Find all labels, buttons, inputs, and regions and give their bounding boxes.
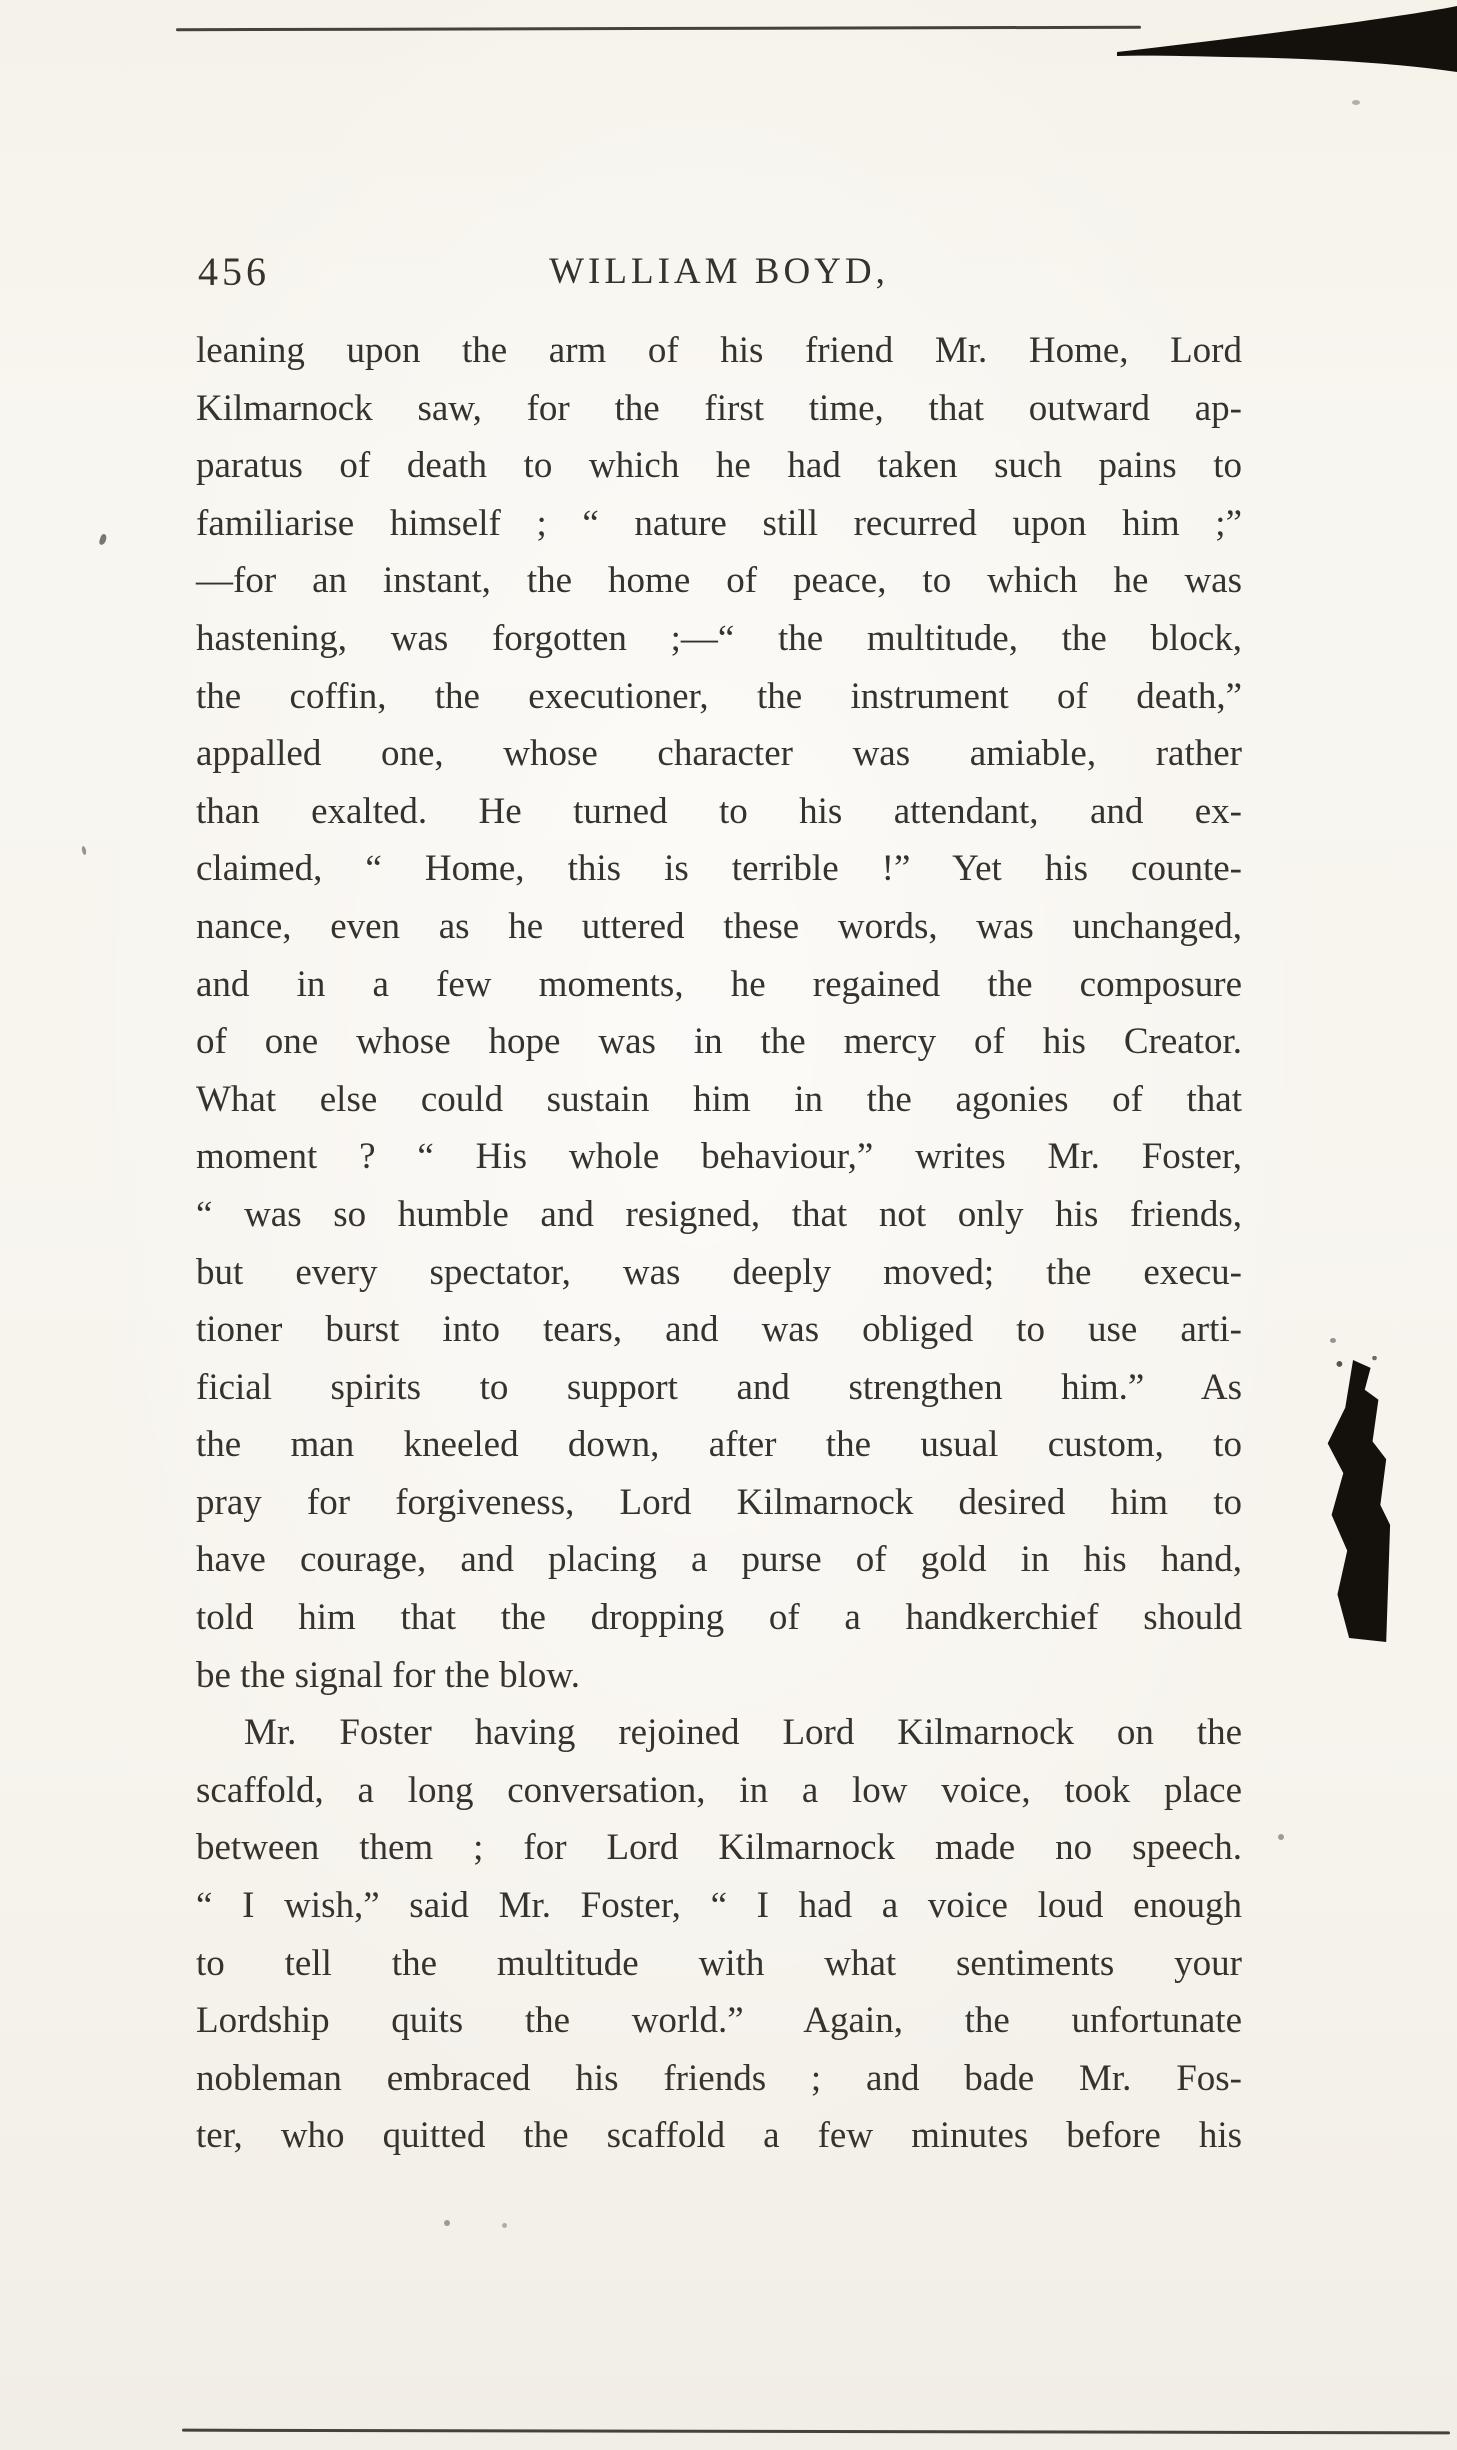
text-line: to tell the multitude with what sentiments your [196,1942,1242,1984]
text-line: have courage, and placing a purse of gold in his hand, [196,1539,1242,1581]
text-line: “ I wish,” said Mr. Foster, “ I had a voice loud enough [196,1885,1242,1927]
scan-blotch-right [1316,1356,1394,1644]
text-line: told him that the dropping of a handkerchief should [196,1597,1242,1639]
text-line: What else could sustain him in the agonies of that [196,1078,1242,1120]
text-line: nobleman embraced his friends ; and bade Mr. Fos- [196,2057,1242,2099]
text-line: appalled one, whose character was amiable, rather [196,733,1242,775]
text-line: hastening, was forgotten ;—“ the multitude, the block, [196,617,1242,659]
text-line: —for an instant, the home of peace, to which he was [196,560,1242,602]
text-line: moment ? “ His whole behaviour,” writes Mr. Foster, [196,1136,1242,1178]
page-header [196,248,1242,300]
text-line: tioner burst into tears, and was obliged to use arti- [196,1309,1242,1351]
text-line: than exalted. He turned to his attendant, and ex- [196,790,1242,832]
scan-speck [1330,1338,1336,1343]
text-line: ficial spirits to support and strengthen him.” As [196,1366,1242,1408]
text-line: claimed, “ Home, this is terrible !” Yet his counte- [196,848,1242,890]
text-line: but every spectator, was deeply moved; the execu- [196,1251,1242,1293]
text-line: of one whose hope was in the mercy of his Creator. [196,1021,1242,1063]
page-number: 456 [198,249,270,294]
text-line: pray for forgiveness, Lord Kilmarnock desired him to [196,1481,1242,1523]
text-line: Kilmarnock saw, for the first time, that outward ap- [196,387,1242,429]
running-header-title: WILLIAM BOYD, [549,251,889,292]
text-line: ter, who quitted the scaffold a few minutes before his [196,2115,1242,2157]
scan-line-bottom [182,2429,1450,2435]
text-line: Mr. Foster having rejoined Lord Kilmarnock on the [244,1712,1242,1754]
scan-blotch-top-right [1117,0,1457,84]
text-line: Lordship quits the world.” Again, the unfortunate [196,2000,1242,2042]
scan-speck [1278,1834,1284,1840]
text-line: familiarise himself ; “ nature still recurred upon him ;” [196,502,1242,544]
text-line: scaffold, a long conversation, in a low voice, took place [196,1769,1242,1811]
scan-speck [444,2220,450,2226]
text-line: paratus of death to which he had taken such pains to [196,445,1242,487]
text-line: the man kneeled down, after the usual custom, to [196,1424,1242,1466]
text-line: leaning upon the arm of his friend Mr. Home, Lord [196,330,1242,371]
scan-speck [81,846,87,856]
text-line: “ was so humble and resigned, that not only his friends, [196,1193,1242,1235]
text-block [196,322,1242,2165]
text-line: nance, even as he uttered these words, was unchanged, [196,905,1242,947]
scan-speck [98,533,107,545]
text-line: the coffin, the executioner, the instrument of death,” [196,675,1242,717]
scan-speck [1352,100,1360,105]
text-line: be the signal for the blow. [196,1654,580,1696]
text-line: between them ; for Lord Kilmarnock made no speech. [196,1827,1242,1869]
scan-speck [502,2223,507,2228]
scan-line-top [176,26,1141,32]
text-line: and in a few moments, he regained the composure [196,963,1242,1005]
